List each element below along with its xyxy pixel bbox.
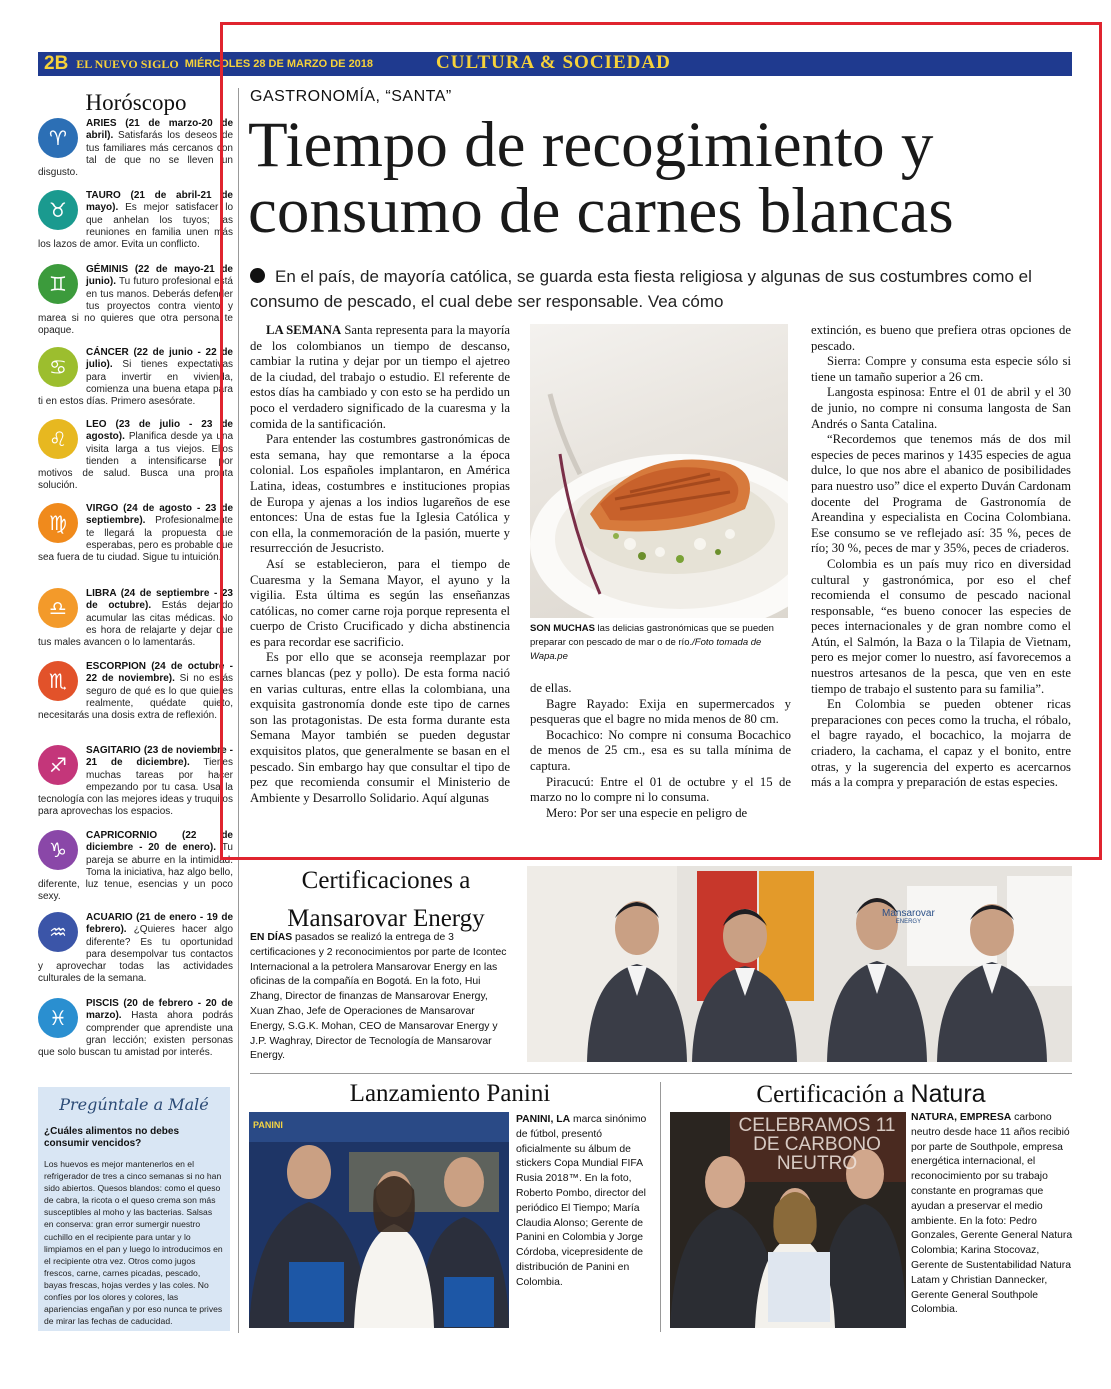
sign-name: CAPRICORNIO (22 de diciembre - 20 de enero). xyxy=(86,830,233,854)
highlight-frame xyxy=(220,22,1102,860)
sign-text: Profesionalmente te llegará la propuesta que esperabas, pero es probable que sea fuera de tu ciudad. Sigue tu intuición. xyxy=(38,515,233,564)
article-kicker: GASTRONOMÍA, “SANTA” xyxy=(250,88,452,105)
article-paragraph: Es por ello que se aconseja reemplazar por carnes blancas (pez y pollo). De esta forma nació en varias culturas, entre ellas la colombiana, una exquisita gastronomía donde este tipo de carnes son las protagonistas. De esta forma durante esta Semana Mayor también se pueden degustar exquisitos platos, que generalmente se basan en el pescado. Sin embargo hay que consultar el tipo de pez que recomienda consumir el Ministerio de Ambiente y Desarrollo Solidario. Aquí algunas xyxy=(250,650,510,805)
article-paragraph: Mero: Por ser una especie en peligro de xyxy=(546,805,748,820)
sign-text: ¿Quieres hacer algo diferente? Es tu oportunidad para desempolvar tus contactos y aprovechar todas las actividades culturales de la semana. xyxy=(38,924,234,985)
sign-text: Estás dejando acumular las citas médicas. No es hora de relajarte y dejar que tus males avancen o lo lamentarás. xyxy=(38,600,233,649)
horoscope-sign xyxy=(38,912,233,986)
article-paragraph: Para entender las costumbres gastronómicas de esta semana, hay que remontarse a la época colonial. Los españoles implantaron, en América Latina, ideas, costumbres e instituciones propias de Europa y ajenas a los indios lugareños de ese entonces: Una de estas fue la Iglesia Católica y con ella, la conmemoración de la pasión, muerte y resurrección de Jesucristo. xyxy=(250,432,510,556)
sign-name: LIBRA (24 de septiembre - 23 de octubre). xyxy=(86,588,233,612)
sign-text: Hasta ahora podrás comprender que aprendiste una gran lección; existen personas que solo buscan tu amistad por interés. xyxy=(38,1010,233,1059)
article-paragraph: Colombia es un país muy rico en diversidad cultural y gastronómica, por eso el chef recomienda el consumo de pescado nacional responsable, “es bueno conocer las especies de peces internacionales y de gran nombre como el Atún, el Salmón, la Baza o la Tilapia de Vietnam, pero es mejor comer lo nuestro, así favorecemos a nuestros artesanos de la pesca, que ven en este tiempo de trabajo el sustento para su familia”. xyxy=(811,556,1071,696)
horoscope-sign xyxy=(38,264,233,338)
sign-name: GÉMINIS (22 de mayo-21 de junio). xyxy=(86,264,233,288)
horoscope-title: Horóscopo xyxy=(85,90,187,115)
horoscope-sign xyxy=(38,118,233,179)
article-paragraph: Langosta espinosa: Entre el 01 de abril y el 30 de junio, no compre ni consuma langosta de San Andrés o Santa Catalina. xyxy=(811,385,1071,431)
panini-text xyxy=(516,1113,656,1291)
natura-body: carbono neutro desde hace 11 años recibió por parte de Southpole, empresa energética internacional, el reconocimiento por su trabajo constante en programas que ayudan a preservar el medio ambiente. En la foto: Pedro Gonzales, Gerente General Natura Colombia; Karina Stocovaz, Gerente de Sustentabilidad Natura Latam y Christian Dannecker, Gerente General Southpole Colombia. xyxy=(911,1112,1073,1316)
horoscope-sign xyxy=(38,661,233,722)
issue-date: MIÉRCOLES 28 DE MARZO DE 2018 xyxy=(184,58,374,70)
mansarovar-title: Certificaciones a Mansarovar Energy xyxy=(287,867,485,932)
scorpio-icon: ♏ xyxy=(38,661,78,701)
story-divider xyxy=(660,1082,661,1332)
article-paragraph: Bocachico: No compre ni consuma Bocachico de menos de 25 cm., esa es su talla mínima de captura. xyxy=(530,727,791,773)
sign-name: ESCORPION (24 de octubre - 22 de noviembre). xyxy=(86,661,233,685)
natura-backdrop-text: CELEBRAMOS 11 DE CARBONO NEUTRO xyxy=(738,1115,896,1174)
sign-name: PISCIS (20 de febrero - 20 de marzo). xyxy=(86,998,233,1022)
horoscope-sign xyxy=(38,190,233,251)
sign-text: Tienes muchas tareas por hacer empezando por tu casa. Usa la tecnología con las mejores ideas y truquitos para aprovechas los espacios. xyxy=(38,757,233,818)
natura-title xyxy=(670,1080,1072,1109)
article-paragraph: de ellas. xyxy=(530,681,572,695)
horoscope-sign xyxy=(38,347,233,408)
newspaper-name: EL NUEVO SIGLO xyxy=(76,56,179,71)
sign-text: Tu futuro profesional está en tus manos. Deberás defender tus proyectos contra viento y marea si no quieres que otra persona te opaque. xyxy=(38,276,233,337)
panini-banner: PANINI xyxy=(253,1120,283,1130)
sign-name: VIRGO (24 de agosto - 23 de septiembre). xyxy=(86,503,233,527)
panini-body: marca sinónimo de fútbol, presentó oficialmente su álbum de stickers Copa Mundial FIFA Rusia 2018™. En la foto, Roberto Pombo, director del periódico El Tiempo; María Claudia Alonso; Gerente de Panini en Colombia y Jorge Córdoba, vicepresidente de distribución de Panini en Colombia. xyxy=(516,1114,647,1288)
article-paragraph: Santa representa para la mayoría de los colombianos un tiempo de descanso, cambiar la rutina y dejar por un tiempo el ajetreo de la ciudad, del trabajo o estudio. El referente de estos días ha cambiado y con esto se ha perdido un poco el verdadero significado de la cuaresma y la comida de la santificación. xyxy=(250,323,510,431)
horoscope-sign xyxy=(38,588,233,649)
sign-name: LEO (23 de julio - 23 de agosto). xyxy=(86,419,233,443)
mansarovar-logo xyxy=(882,908,935,925)
section-divider xyxy=(250,1073,1072,1074)
article-paragraph: Así se establecieron, para el tiempo de Cuaresma y la Semana Mayor, el ayuno y la vigilia. Esta última es según las enseñanzas católicas, no comer carne roja porque representa el cuerpo de Cristo Crucificado y dicha abstinencia es para recordar ese sacrificio. xyxy=(250,556,510,649)
sign-text: Si tienes expectativas para invertir en vivienda, comienza una buena etapa para ti en estos días. Primero asesórate. xyxy=(38,359,234,408)
mansarovar-photo xyxy=(527,866,1072,1062)
natura-photo xyxy=(670,1112,906,1328)
sign-name: CÁNCER (22 de junio - 22 de julio). xyxy=(86,347,233,371)
caption-lead: SON MUCHAS xyxy=(530,623,595,634)
horoscope-sign xyxy=(38,503,233,564)
panini-title: Lanzamiento Panini xyxy=(349,1080,551,1107)
sign-text: Si no estás seguro de qué es lo que quieres realmente, quédate quieto, necesitarás una dosis extra de reflexión. xyxy=(38,673,234,722)
mansarovar-body: pasados se realizó la entrega de 3 certificaciones y 2 reconocimientos por parte de Icontec Internacional a la petrolera Mansarovar Energy en las oficinas de la compañía en Bogotá. En la foto, Hui Zhang, Director de finanzas de Mansarovar Energy, Xuan Zhao, Jefe de Operaciones de Mansarovar Energy, S.G.K. Mohan, CEO de Mansarovar Energy y J.P. Waghray, Director de Tecnología de Mansarovar Energy. xyxy=(250,932,507,1062)
sign-name: ACUARIO (21 de enero - 19 de febrero). xyxy=(86,912,233,936)
panini-lead: PANINI, LA xyxy=(516,1114,571,1125)
horoscope-sign xyxy=(38,998,233,1059)
natura-title-b: Natura xyxy=(910,1080,986,1108)
natura-title-a: Certificación a xyxy=(756,1081,911,1108)
sign-text: Planifica desde ya una visita larga a tus viejos. Ellos tienden a intensificarse por motivos de salud. Busca una pronta solución. xyxy=(38,431,234,492)
mansarovar-lead: EN DÍAS xyxy=(250,932,293,943)
sagittarius-icon: ♐ xyxy=(38,745,78,785)
sign-text: Satisfarás los deseos de tus familiares más cercanos con tal de que no se lleven un disgusto. xyxy=(38,130,234,179)
taurus-icon: ♉ xyxy=(38,190,78,230)
aries-icon: ♈ xyxy=(38,118,78,158)
horoscope-sign xyxy=(38,745,233,819)
mansarovar-text xyxy=(250,931,512,1064)
article-paragraph: Sierra: Compre y consuma esta especie sólo si tiene un tamaño superior a 26 cm. xyxy=(811,354,1071,384)
natura-lead: NATURA, EMPRESA xyxy=(911,1112,1012,1123)
sign-name: TAURO (21 de abril-21 de mayo). xyxy=(86,190,233,214)
horoscope-sign xyxy=(38,830,233,904)
male-title: Pregúntale a Malé xyxy=(59,1095,209,1114)
sign-name: SAGITARIO (23 de noviembre - 21 de diciembre). xyxy=(86,745,233,769)
article-paragraph: En Colombia se pueden obtener ricas preparaciones con peces como la trucha, el róbalo, el bagre rayado, el bocachico, la mojarra de criadero, la cachama, el capaz y el bonito, entre otras, y la sugerencia del experto es acercarnos más a la compra y preparación de estas especies. xyxy=(811,697,1071,790)
article-paragraph: Piracucú: Entre el 01 de octubre y el 15 de marzo no lo compre ni lo consuma. xyxy=(530,774,791,805)
natura-text xyxy=(911,1111,1075,1318)
sign-text: Tu pareja se aburre en la intimidad. Toma la iniciativa, haz algo bello, diferente, luz tenue, esencias y un poco sexy. xyxy=(38,842,233,903)
article-paragraph: extinción, es bueno que prefiera otras opciones de pescado. xyxy=(811,323,1071,353)
logo-text: Mansarovar xyxy=(882,908,935,919)
virgo-icon: ♍ xyxy=(38,503,78,543)
horoscope-sign xyxy=(38,419,233,493)
article-paragraph: Bagre Rayado: Exija en supermercados y pesqueras que el bagre no mida menos de 80 cm. xyxy=(530,696,791,727)
headline-line-2: consumo de carnes blancas xyxy=(248,175,954,247)
article-paragraph: “Recordemos que tenemos más de dos mil especies de peces marinos y 1435 especies de agua dulce, lo que nos abre el abanico de posibilidades para nuestro uso” dice el experto Duván Cardonam docente del Programa de Gastronomía de Areandina y especialista en Cocina Colombiana. Ese consumo se ve reflejado así: 35 %, peces de río; 30 %, peces de mar y 35%, peces de criaderos. xyxy=(811,432,1071,556)
section-title: CULTURA & SOCIEDAD xyxy=(436,52,671,73)
libra-icon: ♎ xyxy=(38,588,78,628)
pisces-icon: ♓ xyxy=(38,998,78,1038)
aquarius-icon: ♒ xyxy=(38,912,78,952)
sign-text: Es mejor satisfacer lo que anhelan los tuyos; las reuniones en familia unen más los lazos de amor. Evita un conflicto. xyxy=(38,202,234,251)
capricorn-icon: ♑ xyxy=(38,830,78,870)
cancer-icon: ♋ xyxy=(38,347,78,387)
caption-credit: /Foto tomada de Wapa.pe xyxy=(530,637,762,662)
panini-photo xyxy=(249,1112,509,1328)
leo-icon: ♌ xyxy=(38,419,78,459)
male-answer: Los huevos es mejor mantenerlos en el refrigerador de tres a cinco semanas si no han sido abiertos. Quesos blandos: como el queso de cabra, la ricota o el queso crema son más susceptibles al moho y las bacterias. Salsas en conserva: gran error sumergir nuestro cuchillo en el recipiente para untar y lo limpiamos en el pan y luego lo introducimos en el recipiente otra vez. Otros como jugos frescos, carne, carnes picadas, pescado, bayas frescas, hojas verdes y las coles. No confíes por los olores y colores, las apariencias engañan y por eso nunca te prives de mirar las fechas de caducidad. xyxy=(44,1159,223,1327)
male-question: ¿Cuáles alimentos no debes consumir vencidos? xyxy=(44,1126,180,1149)
headline-line-1: Tiempo de recogimiento y xyxy=(248,109,934,181)
gemini-icon: ♊ xyxy=(38,264,78,304)
logo-subtext: ENERGY xyxy=(895,919,922,925)
sign-name: ARIES (21 de marzo-20 de abril). xyxy=(86,118,233,142)
caption-text: las delicias gastronómicas que se pueden preparar con pescado de mar o de río. xyxy=(530,623,774,648)
page-number: 2B xyxy=(44,53,69,74)
article-dropword: LA SEMANA xyxy=(266,323,342,337)
article-lead-text: En el país, de mayoría católica, se guarda esta fiesta religiosa y algunas de sus costumbres como el consumo de pescado, el cual debe ser responsable. Vea cómo xyxy=(250,267,1032,311)
